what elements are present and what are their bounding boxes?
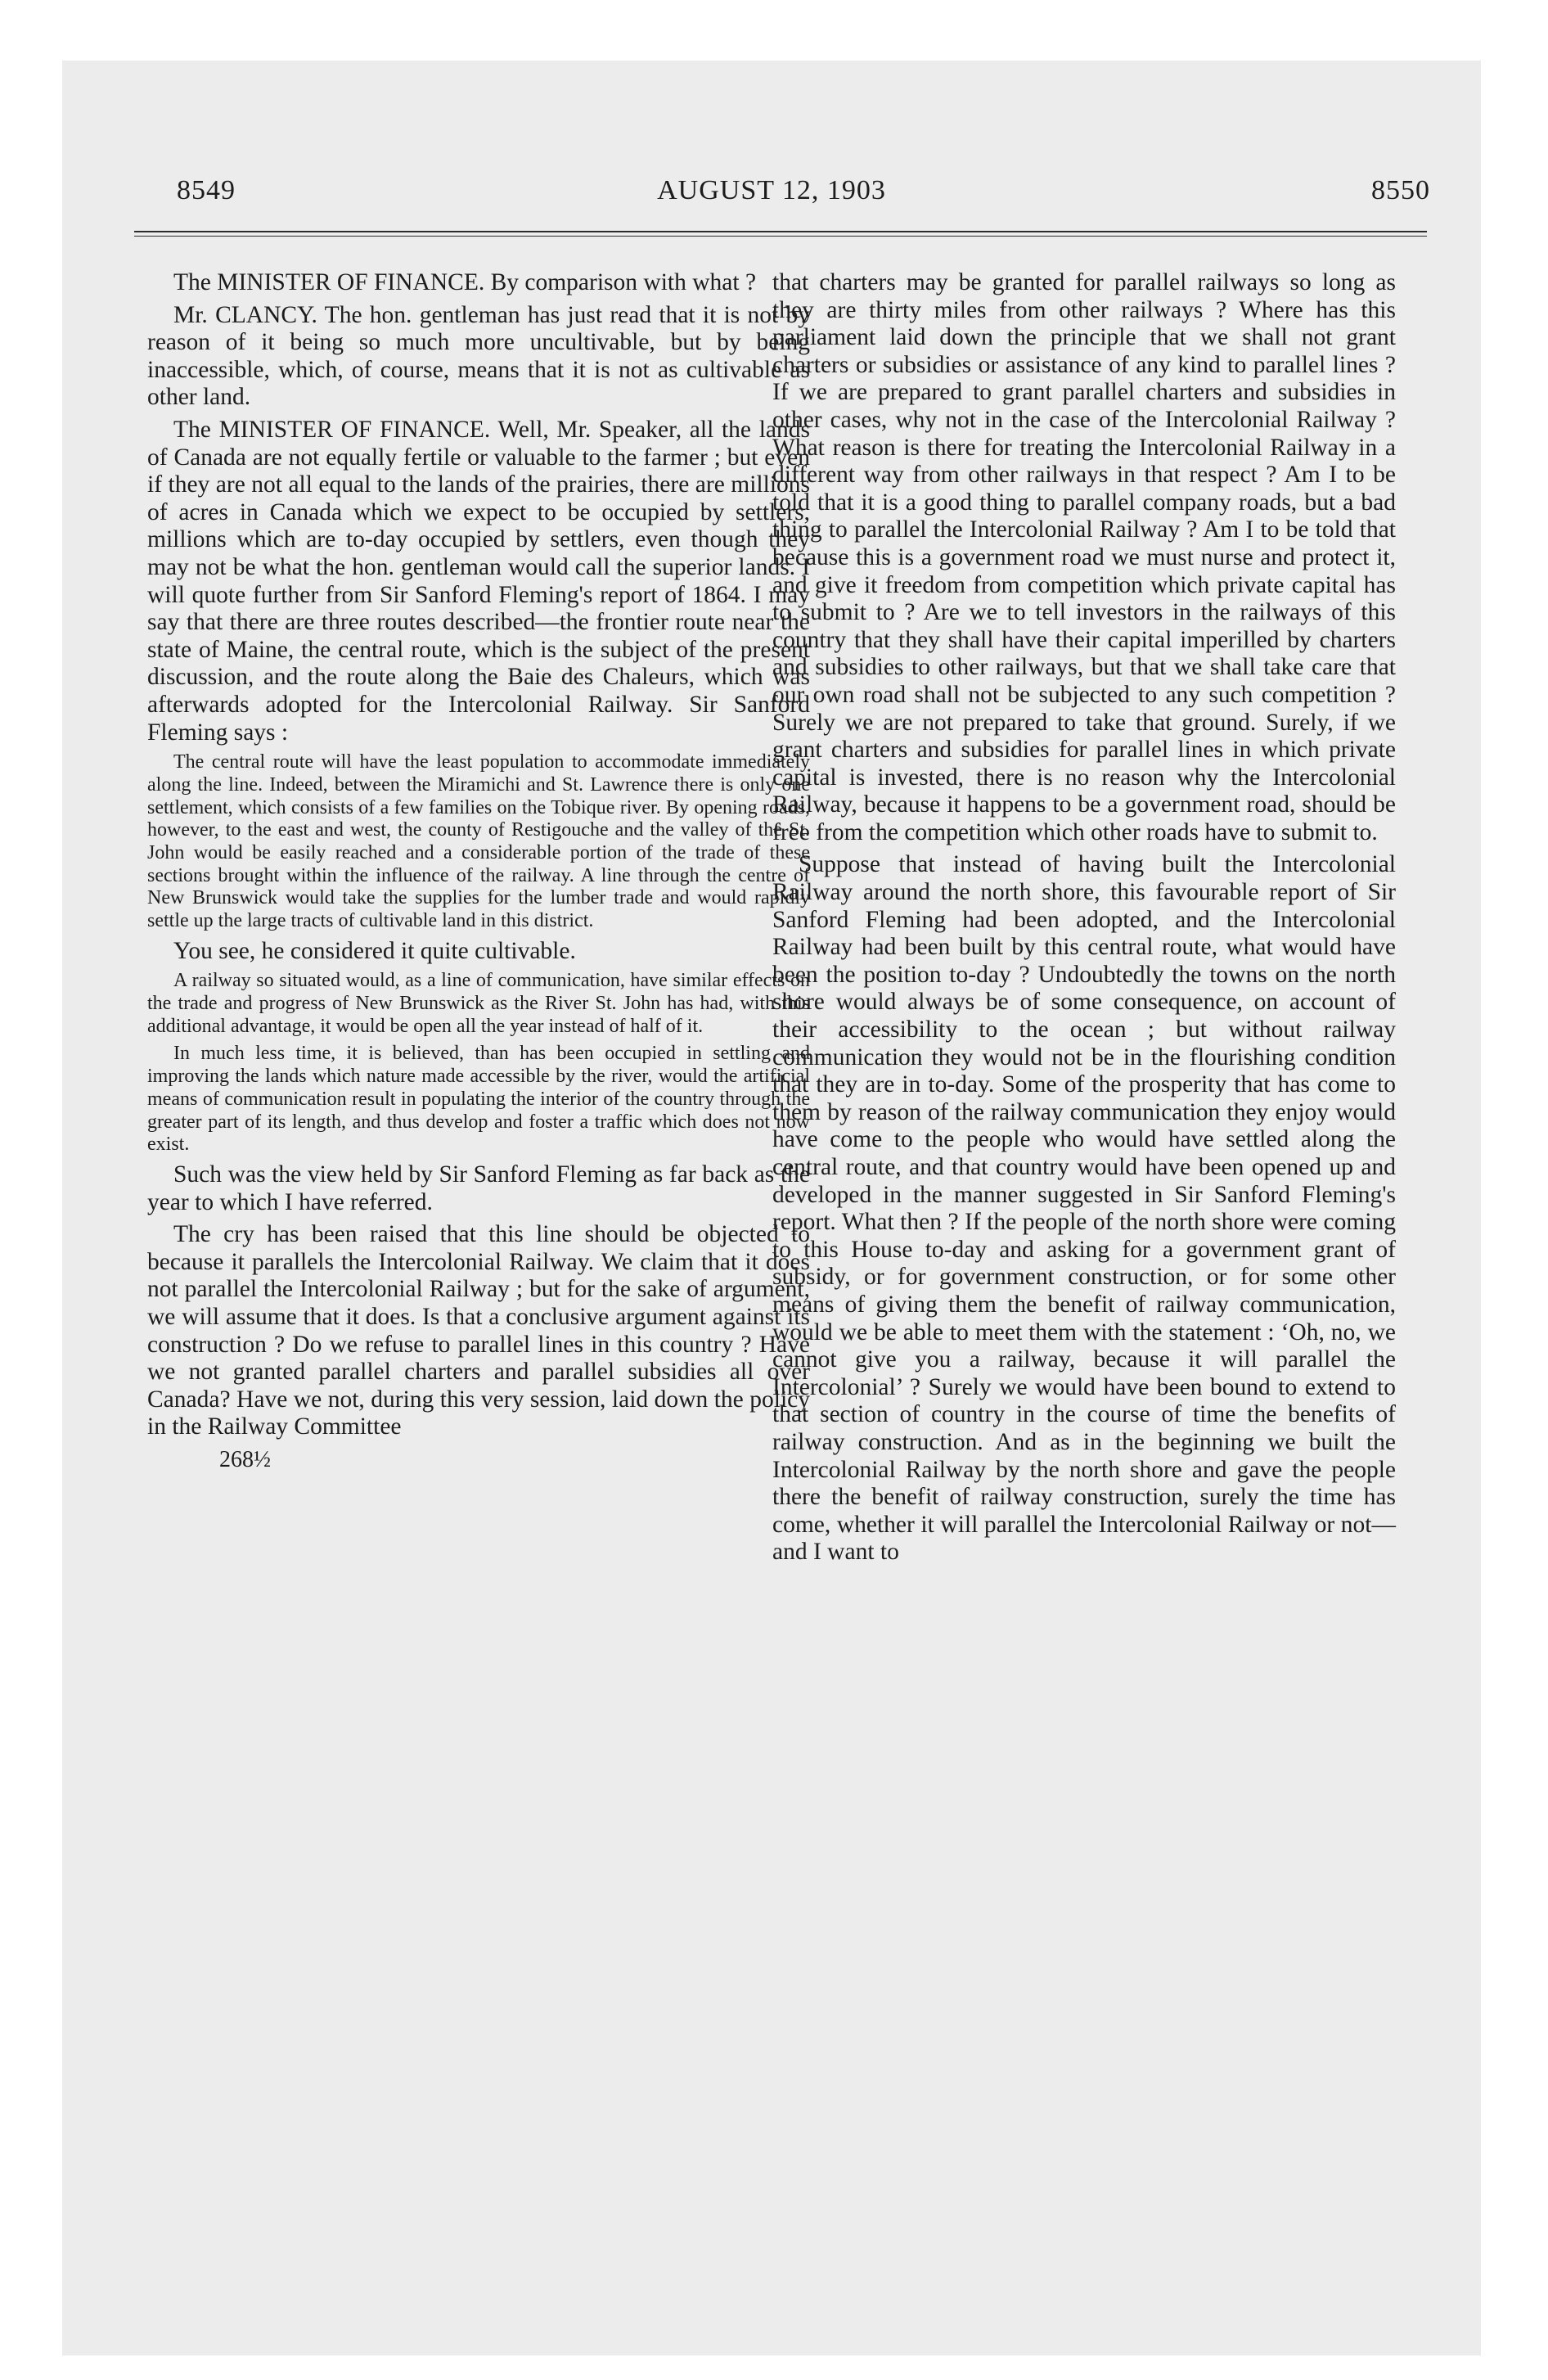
quotation: A railway so situated would, as a line of communication, have similar effects on the trade and progress of New Brunswick as the River St. John has had, with this additional advantage, it would be open all the year instead of half of it. [147,970,810,1037]
page-date: AUGUST 12, 1903 [657,175,886,205]
paragraph: Such was the view held by Sir Sanford Fleming as far back as the year to which I have referred. [147,1161,810,1215]
paragraph-continued: that charters may be granted for parallel railways so long as they are thirty miles from other railways ? Where has this parliament laid down the principle that we shall not grant charters or subsidies or assistance of any kind to parallel lines ? If we are prepared to grant parallel charters and subsidies in other cases, why not in the case of the Intercolonial Railway ? What reason is there for treating the Intercolonial Railway in a different way from other railways in that respect ? Am I to be told that it is a good thing to parallel company roads, but a bad thing to parallel the Intercolonial Railway ? Am I to be told that because this is a government road we must nurse and protect it, and give it freedom from competition which private capital has to submit to ? Are we to tell investors in the railways of this country that they shall have their capital imperilled by charters and subsidies to other railways, but that we shall take care that our own road shall not be subjected to any such competition ? Surely we are not prepared to take that ground. Surely, if we grant charters and subsidies for parallel lines in which private capital is invested, there is no reason why the Intercolonial Railway, because it happens to be a government road, should be free from the competition which other roads have to submit to. [772,269,1396,845]
paragraph: Suppose that instead of having built the Intercolonial Railway around the north shore, this favourable report of Sir Sanford Fleming had been adopted, and the Intercolonial Railway had been built by this central route, what would have been the position to-day ? Undoubtedly the towns on the north shore would always be of some consequence, on account of their accessibility to the ocean ; but without railway communication they would not be in the flourishing condition that they are in to-day. Some of the prosperity that has come to them by reason of the railway communication they enjoy would have come to the people who would have settled along the central route, and that country would have been opened up and developed in the manner suggested in Sir Sanford Fleming's report. What then ? If the people of the north shore were coming to this House to-day and asking for a government grant of subsidy, or for government construction, or for some other means of giving them the benefit of railway communication, would we be able to meet them with the statement : ‘Oh, no, we cannot give you a railway, because it will parallel the Intercolonial’ ? Surely we would have been bound to extend to that section of country in the course of time the benefits of railway construction. And as in the beginning we built the Intercolonial Railway by the north shore and gave the people there the benefit of railway construction, surely the time has come, whether it will parallel the Intercolonial Railway or not—and I want to [772,851,1396,1566]
quotation: In much less time, it is believed, than has been occupied in settling and improving the lands which nature made accessible by the river, would the artificial means of communication result in populating the interior of the country through the greater part of its length, and thus develop and foster a traffic which does not now exist. [147,1043,810,1156]
right-column [772,269,1396,1571]
page-number-left: 8549 [177,175,236,205]
paragraph: The cry has been raised that this line should be objected to because it parallels the Intercolonial Railway. We claim that it does not parallel the Intercolonial Railway ; but for the sake of argument, we will assume that it does. Is that a conclusive argument against its construction ? Do we refuse to parallel lines in this country ? Have we not granted parallel charters and parallel subsidies all over Canada? Have we not, during this very session, laid down the policy in the Railway Committee [147,1221,810,1440]
paragraph: You see, he considered it quite cultivable. [173,937,576,964]
header-rule-second [134,236,1427,237]
page-sheet [62,61,1481,2355]
quotation: The central route will have the least population to accommodate immediately along the line. Indeed, between the Miramichi and St. Lawrence there is only one settlement, which consists of a few families on the Tobique river. By opening roads, however, to the east and west, the county of Restigouche and the valley of the St. John would be easily reached and a considerable portion of the trade of these sections brought within the influence of the railway. A line through the centre of New Brunswick would take the supplies for the lumber trade and would rapidly settle up the large tracts of cultivable land in this district. [147,751,810,932]
paragraph: The MINISTER OF FINANCE. By comparison with what ? [173,269,757,295]
header-rule [134,231,1427,232]
paragraph: Mr. CLANCY. The hon. gentleman has just read that it is not by reason of it being so much more uncultivable, but by being inaccessible, which, of course, means that it is not as cultivable as other land. [147,301,810,411]
paragraph: The MINISTER OF FINANCE. Well, Mr. Speaker, all the lands of Canada are not equally fertile or valuable to the farmer ; but even if they are not all equal to the lands of the prairies, there are millions of acres in Canada which we expect to be occupied by settlers, millions which are to-day occupied by settlers, even though they may not be what the hon. gentleman would call the superior lands. I will quote further from Sir Sanford Fleming's report of 1864. I may say that there are three routes described—the frontier route near the state of Maine, the central route, which is the subject of the present discussion, and the route along the Baie des Chaleurs, which was afterwards adopted for the Intercolonial Railway. Sir Sanford Fleming says : [147,416,810,746]
left-column [147,269,810,1473]
page-number-right: 8550 [1371,175,1430,205]
folio-signature: 268½ [219,1446,271,1472]
